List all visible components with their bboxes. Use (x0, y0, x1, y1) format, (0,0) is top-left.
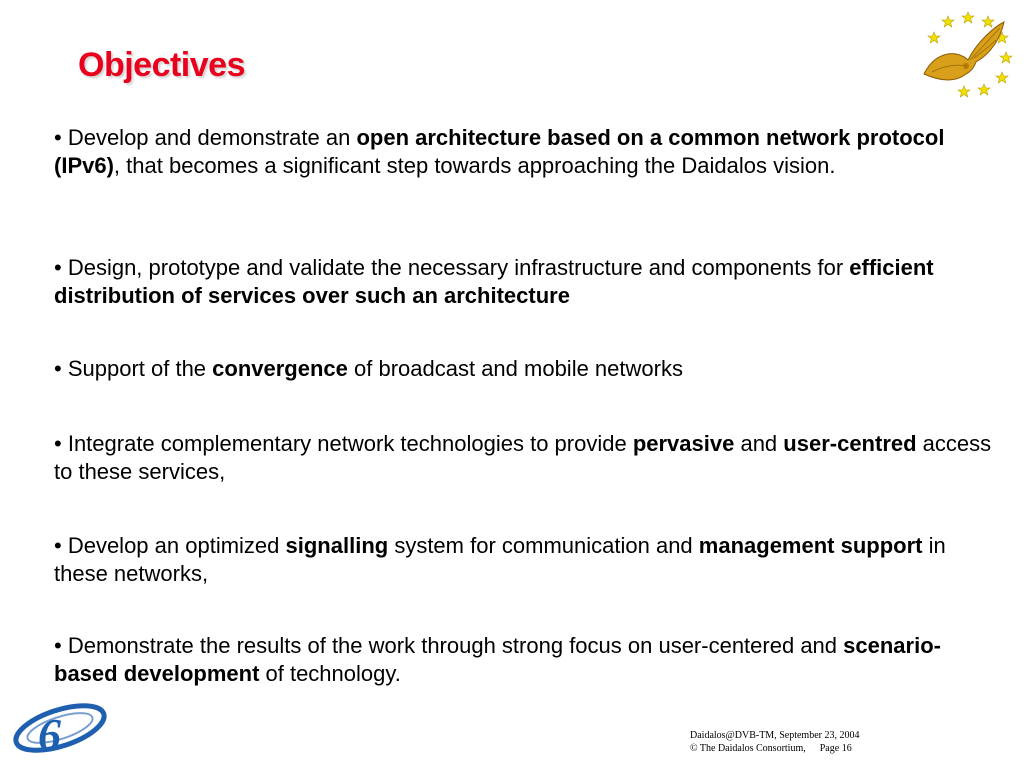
bullet-item: • Support of the convergence of broadcast and mobile networks (54, 356, 683, 381)
daidalos-logo-icon (918, 10, 1018, 100)
bullet-item: • Integrate complementary network technologies to provide pervasive and user-centred access to these services, (54, 431, 992, 484)
slide-title: Objectives (78, 46, 245, 84)
footer-event: Daidalos@DVB-TM, September 23, 2004 (690, 730, 860, 741)
svg-text:6: 6 (38, 709, 61, 758)
slide-footer (690, 729, 859, 755)
bullet-item: • Develop an optimized signalling system for communication and management support in these networks, (54, 533, 946, 586)
bullet-item: • Demonstrate the results of the work through strong focus on user-centered and scenario-based development of technology. (54, 633, 941, 686)
page-number: Page 16 (819, 743, 852, 754)
bullet-item: • Develop and demonstrate an open architecture based on a common network protocol (IPv6), that becomes a significant step towards approaching the Daidalos vision. (54, 125, 945, 178)
footer-copyright: © The Daidalos Consortium, (690, 743, 806, 754)
footer-copyright-row (690, 742, 859, 755)
bullet-item: • Design, prototype and validate the necessary infrastructure and components for efficient distribution of services over such an architecture (54, 255, 934, 308)
fp6-logo-icon (10, 700, 108, 758)
